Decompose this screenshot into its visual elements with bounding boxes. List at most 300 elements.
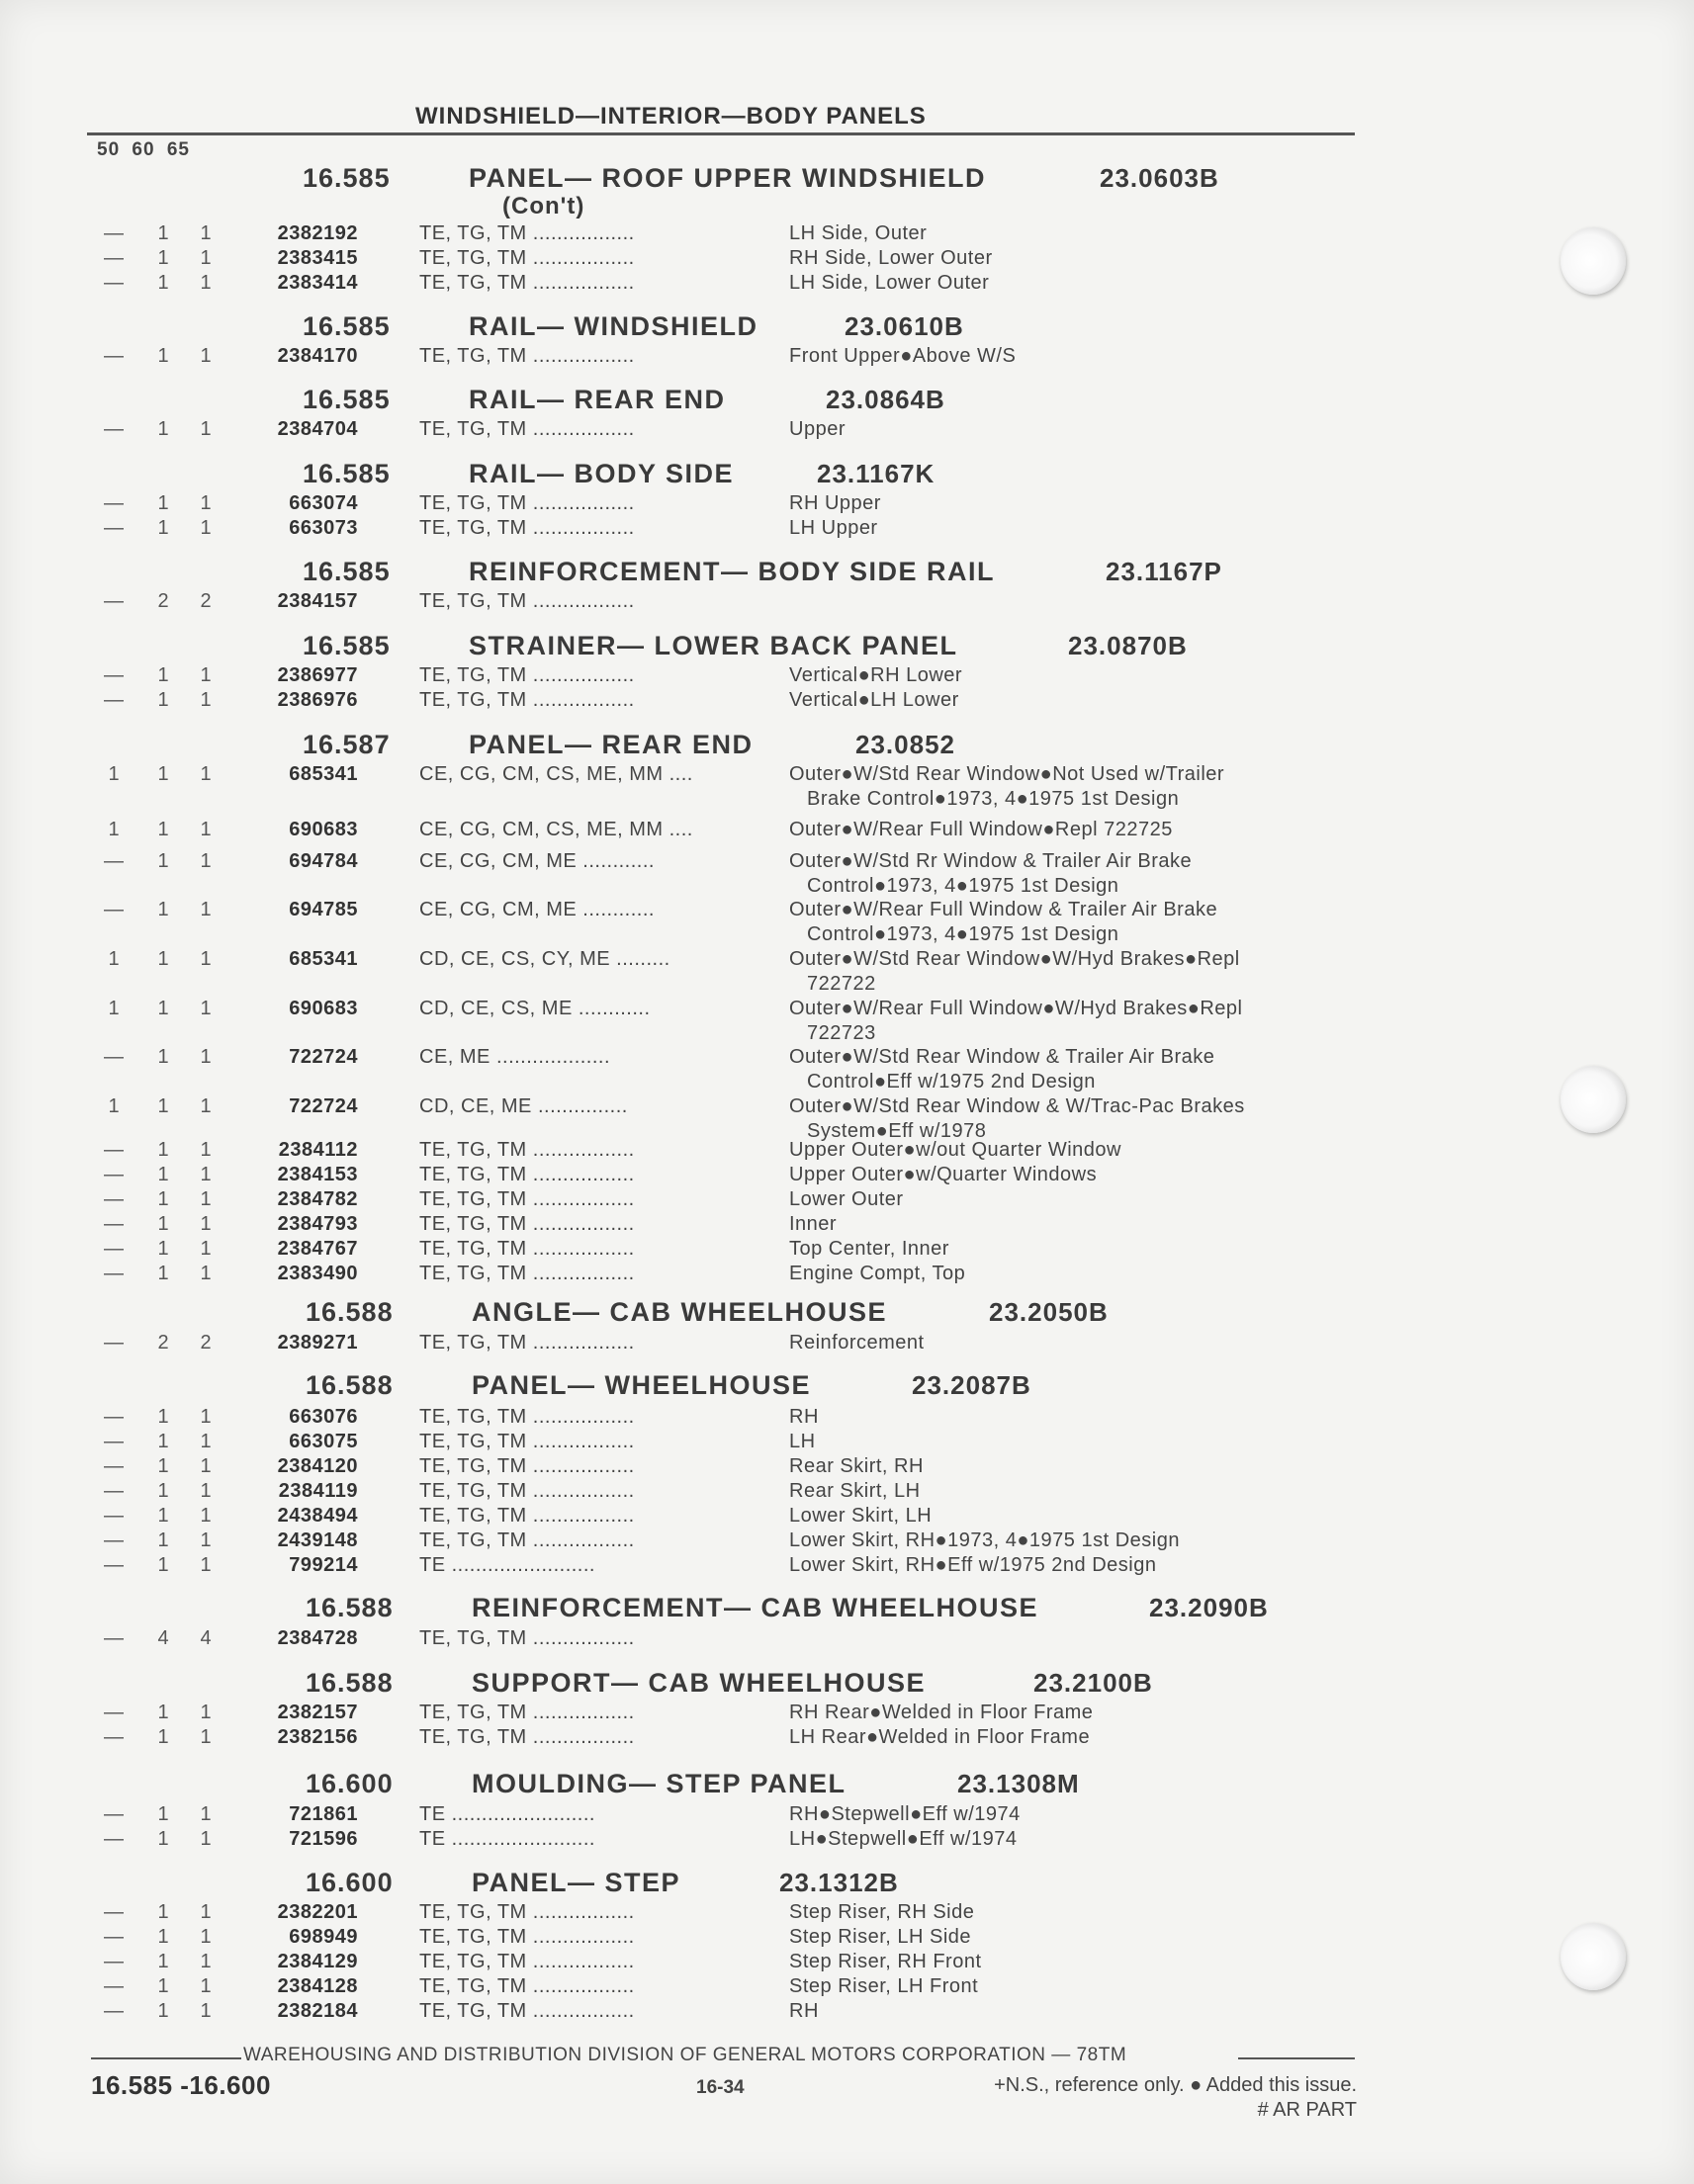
model-codes: TE, TG, TM ................. — [419, 1975, 635, 1997]
part-number: 2384767 — [277, 1238, 358, 1260]
model-codes: TE, TG, TM ................. — [419, 1455, 635, 1477]
part-number: 663076 — [289, 1406, 358, 1428]
model-codes: TE ........................ — [419, 1803, 595, 1825]
qty-1950: 1 — [108, 819, 120, 840]
part-description: RH Rear●Welded in Floor Frame — [789, 1702, 1094, 1723]
part-row — [0, 222, 1694, 247]
section-title: RAIL— REAR END — [469, 385, 726, 414]
qty-1965: 1 — [200, 1213, 212, 1235]
part-description: Vertical●RH Lower — [789, 664, 963, 686]
part-row — [0, 1951, 1694, 1975]
part-row — [0, 1480, 1694, 1505]
part-number: 2382192 — [277, 222, 358, 244]
qty-1950: 1 — [108, 948, 120, 970]
section-number: 16.588 — [306, 1668, 394, 1698]
section-number: 16.588 — [306, 1593, 394, 1622]
qty-1960: 1 — [157, 1901, 169, 1923]
qty-1960: 1 — [157, 1726, 169, 1748]
qty-1965: 1 — [200, 850, 212, 872]
qty-1965: 1 — [200, 1975, 212, 1997]
part-number: 694784 — [289, 850, 358, 872]
section-reference-code: 23.0870B — [1068, 631, 1188, 660]
qty-1960: 1 — [157, 492, 169, 514]
part-number: 2438494 — [277, 1505, 358, 1527]
part-description-continued: 722722 — [807, 973, 876, 995]
qty-1950: — — [104, 1726, 124, 1748]
qty-1960: 1 — [157, 763, 169, 785]
section-title: SUPPORT— CAB WHEELHOUSE — [472, 1668, 927, 1698]
qty-1960: 1 — [157, 1238, 169, 1260]
model-codes: TE, TG, TM ................. — [419, 1901, 635, 1923]
part-description: Rear Skirt, LH — [789, 1480, 921, 1502]
qty-1960: 1 — [157, 850, 169, 872]
qty-1960: 2 — [157, 1332, 169, 1354]
part-number: 690683 — [289, 819, 358, 840]
catalog-section — [0, 1370, 1694, 1410]
part-row — [0, 1901, 1694, 1926]
part-number: 2383490 — [277, 1263, 358, 1284]
section-number: 16.587 — [303, 730, 391, 759]
section-reference-code: 23.0603B — [1100, 163, 1219, 193]
part-row — [0, 1828, 1694, 1853]
qty-1950: — — [104, 1455, 124, 1477]
model-codes: TE, TG, TM ................. — [419, 689, 635, 711]
qty-1960: 2 — [157, 590, 169, 612]
qty-1965: 1 — [200, 948, 212, 970]
footer-section-range: 16.585 -16.600 — [91, 2070, 271, 2100]
model-codes: TE, TG, TM ................. — [419, 1702, 635, 1723]
model-codes: TE, TG, TM ................. — [419, 664, 635, 686]
qty-1965: 1 — [200, 1803, 212, 1825]
model-codes: TE, TG, TM ................. — [419, 517, 635, 539]
qty-1950: — — [104, 345, 124, 367]
part-number: 2382201 — [277, 1901, 358, 1923]
part-description: LH Rear●Welded in Floor Frame — [789, 1726, 1091, 1748]
qty-1950: — — [104, 492, 124, 514]
qty-1960: 1 — [157, 1803, 169, 1825]
model-codes: TE, TG, TM ................. — [419, 1263, 635, 1284]
model-codes: CE, CG, CM, CS, ME, MM .... — [419, 819, 693, 840]
qty-1965: 1 — [200, 1529, 212, 1551]
part-number: 685341 — [289, 948, 358, 970]
model-codes: TE, TG, TM ................. — [419, 1188, 635, 1210]
qty-1950: — — [104, 247, 124, 269]
qty-1950: — — [104, 689, 124, 711]
part-row — [0, 1455, 1694, 1480]
part-row — [0, 1529, 1694, 1554]
qty-1950: — — [104, 1406, 124, 1428]
part-description: Inner — [789, 1213, 838, 1235]
qty-1965: 1 — [200, 1188, 212, 1210]
model-codes: TE, TG, TM ................. — [419, 1406, 635, 1428]
part-number: 2382184 — [277, 2000, 358, 2022]
qty-1960: 1 — [157, 1975, 169, 1997]
qty-1965: 1 — [200, 1095, 212, 1117]
model-codes: TE, TG, TM ................. — [419, 272, 635, 294]
qty-1960: 1 — [157, 1406, 169, 1428]
part-number: 2384153 — [277, 1164, 358, 1185]
qty-1965: 1 — [200, 1505, 212, 1527]
part-row — [0, 1406, 1694, 1431]
part-description: Lower Skirt, LH — [789, 1505, 933, 1527]
part-number: 2384119 — [278, 1480, 358, 1502]
qty-1960: 1 — [157, 1046, 169, 1068]
model-codes: CE, CG, CM, ME ............ — [419, 899, 655, 920]
part-number: 663075 — [289, 1431, 358, 1452]
part-row — [0, 1975, 1694, 2000]
section-title: PANEL— REAR END — [469, 730, 754, 759]
part-number: 2384157 — [277, 590, 358, 612]
section-number: 16.585 — [303, 163, 391, 193]
section-number: 16.600 — [306, 1769, 394, 1798]
section-number: 16.585 — [303, 459, 391, 488]
model-codes: CE, ME ................... — [419, 1046, 611, 1068]
part-number: 2384128 — [277, 1975, 358, 1997]
part-row — [0, 590, 1694, 615]
qty-1950: — — [104, 1139, 124, 1161]
qty-1965: 4 — [200, 1627, 212, 1649]
part-row — [0, 418, 1694, 443]
part-number: 722724 — [289, 1095, 358, 1117]
section-reference-code: 23.2090B — [1149, 1593, 1269, 1622]
part-number: 2384120 — [277, 1455, 358, 1477]
part-row — [0, 1188, 1694, 1213]
part-number: 2384782 — [277, 1188, 358, 1210]
qty-1950: — — [104, 1803, 124, 1825]
qty-1965: 1 — [200, 1455, 212, 1477]
qty-1965: 1 — [200, 1554, 212, 1576]
qty-1960: 4 — [157, 1627, 169, 1649]
part-row — [0, 272, 1694, 297]
qty-1965: 1 — [200, 222, 212, 244]
qty-1950: — — [104, 418, 124, 440]
part-description: Reinforcement — [789, 1332, 925, 1354]
part-description: LH Upper — [789, 517, 878, 539]
model-codes: TE, TG, TM ................. — [419, 1431, 635, 1452]
part-number: 2382157 — [277, 1702, 358, 1723]
qty-1950: 1 — [108, 998, 120, 1019]
part-row — [0, 517, 1694, 542]
qty-1950: — — [104, 1926, 124, 1948]
part-description: RH — [789, 2000, 819, 2022]
footer-rule-left — [91, 2057, 241, 2059]
section-number: 16.585 — [303, 557, 391, 586]
section-subtitle: (Con't) — [502, 193, 585, 219]
part-description: Outer●W/Std Rear Window●Not Used w/Trailer — [789, 763, 1225, 785]
part-description: RH Side, Lower Outer — [789, 247, 993, 269]
part-description: Lower Outer — [789, 1188, 904, 1210]
qty-1965: 1 — [200, 664, 212, 686]
qty-1960: 1 — [157, 2000, 169, 2022]
part-number: 2389271 — [277, 1332, 358, 1354]
part-description-continued: Control●1973, 4●1975 1st Design — [807, 875, 1119, 897]
qty-1960: 1 — [157, 272, 169, 294]
qty-1960: 1 — [157, 1828, 169, 1850]
qty-1960: 1 — [157, 1702, 169, 1723]
qty-1965: 1 — [200, 1480, 212, 1502]
part-description: Rear Skirt, RH — [789, 1455, 924, 1477]
model-codes: TE, TG, TM ................. — [419, 1529, 635, 1551]
qty-1965: 1 — [200, 1828, 212, 1850]
catalog-section — [0, 1593, 1694, 1632]
qty-1965: 2 — [200, 590, 212, 612]
section-title: REINFORCEMENT— CAB WHEELHOUSE — [472, 1593, 1039, 1622]
part-row — [0, 819, 1694, 843]
section-title: STRAINER— LOWER BACK PANEL — [469, 631, 958, 660]
qty-1960: 1 — [157, 1431, 169, 1452]
qty-1950: — — [104, 1238, 124, 1260]
part-description: Outer●W/Rear Full Window●Repl 722725 — [789, 819, 1173, 840]
qty-1950: 1 — [108, 1095, 120, 1117]
qty-1950: — — [104, 1213, 124, 1235]
model-codes: TE, TG, TM ................. — [419, 418, 635, 440]
part-description: LH●Stepwell●Eff w/1974 — [789, 1828, 1018, 1850]
part-row — [0, 1627, 1694, 1652]
qty-1965: 1 — [200, 899, 212, 920]
part-description-continued: Brake Control●1973, 4●1975 1st Design — [807, 788, 1180, 810]
part-number: 2384728 — [277, 1627, 358, 1649]
qty-1950: — — [104, 850, 124, 872]
part-description: Top Center, Inner — [789, 1238, 949, 1260]
model-codes: TE, TG, TM ................. — [419, 2000, 635, 2022]
model-codes: TE, TG, TM ................. — [419, 345, 635, 367]
section-number: 16.588 — [306, 1370, 394, 1400]
qty-1960: 1 — [157, 1188, 169, 1210]
qty-1960: 1 — [157, 1529, 169, 1551]
qty-1965: 1 — [200, 517, 212, 539]
model-codes: TE, TG, TM ................. — [419, 1164, 635, 1185]
part-number: 721596 — [289, 1828, 358, 1850]
part-description: Step Riser, LH Front — [789, 1975, 979, 1997]
qty-1950: — — [104, 1702, 124, 1723]
section-reference-code: 23.2100B — [1033, 1668, 1153, 1698]
section-number: 16.585 — [303, 385, 391, 414]
model-codes: TE, TG, TM ................. — [419, 1726, 635, 1748]
qty-1960: 1 — [157, 1951, 169, 1972]
qty-1960: 1 — [157, 222, 169, 244]
part-description: Upper Outer●w/Quarter Windows — [789, 1164, 1098, 1185]
section-reference-code: 23.2087B — [912, 1370, 1031, 1400]
part-row — [0, 763, 1694, 810]
part-number: 2384704 — [277, 418, 358, 440]
model-year-column-header: 50 60 65 — [97, 139, 190, 160]
footer-rule-right — [1238, 2057, 1355, 2059]
part-description: Front Upper●Above W/S — [789, 345, 1017, 367]
section-number: 16.588 — [306, 1297, 394, 1327]
qty-1950: — — [104, 272, 124, 294]
section-number: 16.600 — [306, 1868, 394, 1897]
qty-1965: 1 — [200, 1164, 212, 1185]
qty-1965: 1 — [200, 1901, 212, 1923]
part-description: Step Riser, RH Front — [789, 1951, 982, 1972]
part-description: Outer●W/Std Rr Window & Trailer Air Brake — [789, 850, 1193, 872]
qty-1950: — — [104, 1332, 124, 1354]
part-number: 663074 — [289, 492, 358, 514]
part-description: Vertical●LH Lower — [789, 689, 959, 711]
section-title: MOULDING— STEP PANEL — [472, 1769, 847, 1798]
qty-1960: 1 — [157, 1926, 169, 1948]
model-codes: TE, TG, TM ................. — [419, 1480, 635, 1502]
qty-1950: — — [104, 1951, 124, 1972]
qty-1950: — — [104, 1627, 124, 1649]
qty-1950: 1 — [108, 763, 120, 785]
qty-1950: — — [104, 1828, 124, 1850]
qty-1960: 1 — [157, 1139, 169, 1161]
section-reference-code: 23.0864B — [826, 385, 945, 414]
footer-page-number: 16-34 — [696, 2077, 745, 2098]
section-title: PANEL— WHEELHOUSE — [472, 1370, 812, 1400]
qty-1950: — — [104, 1554, 124, 1576]
model-codes: TE, TG, TM ................. — [419, 1139, 635, 1161]
qty-1950: — — [104, 1431, 124, 1452]
page-title: WINDSHIELD—INTERIOR—BODY PANELS — [415, 103, 927, 130]
part-row — [0, 1046, 1694, 1092]
part-number: 2386977 — [277, 664, 358, 686]
section-title: RAIL— WINDSHIELD — [469, 311, 758, 341]
qty-1965: 1 — [200, 1951, 212, 1972]
model-codes: TE ........................ — [419, 1828, 595, 1850]
qty-1965: 1 — [200, 1702, 212, 1723]
section-number: 16.585 — [303, 631, 391, 660]
qty-1965: 1 — [200, 1926, 212, 1948]
part-row — [0, 899, 1694, 945]
part-description: Lower Skirt, RH●1973, 4●1975 1st Design — [789, 1529, 1180, 1551]
qty-1965: 1 — [200, 418, 212, 440]
part-number: 663073 — [289, 517, 358, 539]
section-reference-code: 23.1312B — [779, 1868, 899, 1897]
section-title: RAIL— BODY SIDE — [469, 459, 735, 488]
part-row — [0, 664, 1694, 689]
qty-1965: 1 — [200, 492, 212, 514]
catalog-section — [0, 163, 1694, 219]
part-number: 799214 — [289, 1554, 358, 1576]
part-row — [0, 1726, 1694, 1751]
qty-1960: 1 — [157, 948, 169, 970]
part-row — [0, 2000, 1694, 2025]
qty-1950: — — [104, 517, 124, 539]
part-row — [0, 1332, 1694, 1356]
qty-1960: 1 — [157, 1095, 169, 1117]
qty-1950: — — [104, 1188, 124, 1210]
part-number: 2383415 — [277, 247, 358, 269]
part-description: Step Riser, RH Side — [789, 1901, 975, 1923]
part-row — [0, 345, 1694, 370]
part-row — [0, 247, 1694, 272]
part-number: 685341 — [289, 763, 358, 785]
part-row — [0, 1431, 1694, 1455]
part-description: RH●Stepwell●Eff w/1974 — [789, 1803, 1021, 1825]
qty-1960: 1 — [157, 1505, 169, 1527]
qty-1960: 1 — [157, 517, 169, 539]
part-row — [0, 1213, 1694, 1238]
part-description-continued: Control●1973, 4●1975 1st Design — [807, 923, 1119, 945]
qty-1965: 1 — [200, 1726, 212, 1748]
qty-1960: 1 — [157, 1480, 169, 1502]
part-row — [0, 948, 1694, 995]
part-number: 2383414 — [277, 272, 358, 294]
model-codes: CE, CG, CM, CS, ME, MM .... — [419, 763, 693, 785]
part-row — [0, 1803, 1694, 1828]
model-codes: TE, TG, TM ................. — [419, 1627, 635, 1649]
qty-1950: — — [104, 590, 124, 612]
qty-1965: 1 — [200, 1046, 212, 1068]
qty-1965: 1 — [200, 1238, 212, 1260]
qty-1950: — — [104, 1505, 124, 1527]
qty-1960: 1 — [157, 247, 169, 269]
footer-publisher: WAREHOUSING AND DISTRIBUTION DIVISION OF GENERAL MOTORS CORPORATION — 78TM — [243, 2045, 1127, 2065]
part-description: Outer●W/Std Rear Window●W/Hyd Brakes●Repl — [789, 948, 1240, 970]
qty-1960: 1 — [157, 998, 169, 1019]
qty-1960: 1 — [157, 1554, 169, 1576]
footer-legend-note: +N.S., reference only. ● Added this issue. — [994, 2074, 1357, 2096]
part-description: Step Riser, LH Side — [789, 1926, 972, 1948]
qty-1960: 1 — [157, 1213, 169, 1235]
section-title: PANEL— ROOF UPPER WINDSHIELD — [469, 163, 987, 193]
part-description: Upper Outer●w/out Quarter Window — [789, 1139, 1121, 1161]
qty-1950: — — [104, 222, 124, 244]
qty-1960: 1 — [157, 689, 169, 711]
qty-1950: — — [104, 899, 124, 920]
part-row — [0, 492, 1694, 517]
qty-1965: 1 — [200, 1263, 212, 1284]
part-row — [0, 1702, 1694, 1726]
section-reference-code: 23.0852 — [855, 730, 955, 759]
qty-1950: — — [104, 1901, 124, 1923]
catalog-section — [0, 1297, 1694, 1337]
qty-1950: — — [104, 1046, 124, 1068]
part-description: RH — [789, 1406, 819, 1428]
part-row — [0, 1926, 1694, 1951]
part-row — [0, 998, 1694, 1044]
part-description-continued: System●Eff w/1978 — [807, 1120, 987, 1142]
qty-1950: — — [104, 664, 124, 686]
model-codes: TE, TG, TM ................. — [419, 1926, 635, 1948]
qty-1950: — — [104, 1529, 124, 1551]
part-number: 721861 — [289, 1803, 358, 1825]
part-description-continued: 722723 — [807, 1022, 876, 1044]
qty-1960: 1 — [157, 664, 169, 686]
section-reference-code: 23.2050B — [989, 1297, 1109, 1327]
part-number: 2439148 — [277, 1529, 358, 1551]
part-number: 2384112 — [278, 1139, 358, 1161]
part-number: 2384170 — [277, 345, 358, 367]
part-row — [0, 1554, 1694, 1579]
part-description: Outer●W/Rear Full Window & Trailer Air Brake — [789, 899, 1218, 920]
part-description: Outer●W/Rear Full Window●W/Hyd Brakes●Repl — [789, 998, 1243, 1019]
model-codes: CD, CE, CS, CY, ME ......... — [419, 948, 670, 970]
model-codes: CE, CG, CM, ME ............ — [419, 850, 655, 872]
qty-1965: 1 — [200, 345, 212, 367]
part-number: 2382156 — [277, 1726, 358, 1748]
part-row — [0, 1263, 1694, 1287]
part-description: Upper — [789, 418, 846, 440]
part-description: LH Side, Lower Outer — [789, 272, 990, 294]
qty-1965: 1 — [200, 763, 212, 785]
model-codes: TE, TG, TM ................. — [419, 247, 635, 269]
model-codes: TE, TG, TM ................. — [419, 1238, 635, 1260]
qty-1965: 1 — [200, 819, 212, 840]
section-reference-code: 23.1167P — [1106, 557, 1222, 586]
qty-1960: 1 — [157, 819, 169, 840]
part-row — [0, 850, 1694, 897]
qty-1950: — — [104, 2000, 124, 2022]
part-number: 2384129 — [277, 1951, 358, 1972]
part-row — [0, 1505, 1694, 1529]
qty-1965: 1 — [200, 1139, 212, 1161]
model-codes: CD, CE, ME ............... — [419, 1095, 628, 1117]
section-reference-code: 23.1167K — [817, 459, 936, 488]
qty-1960: 1 — [157, 1455, 169, 1477]
